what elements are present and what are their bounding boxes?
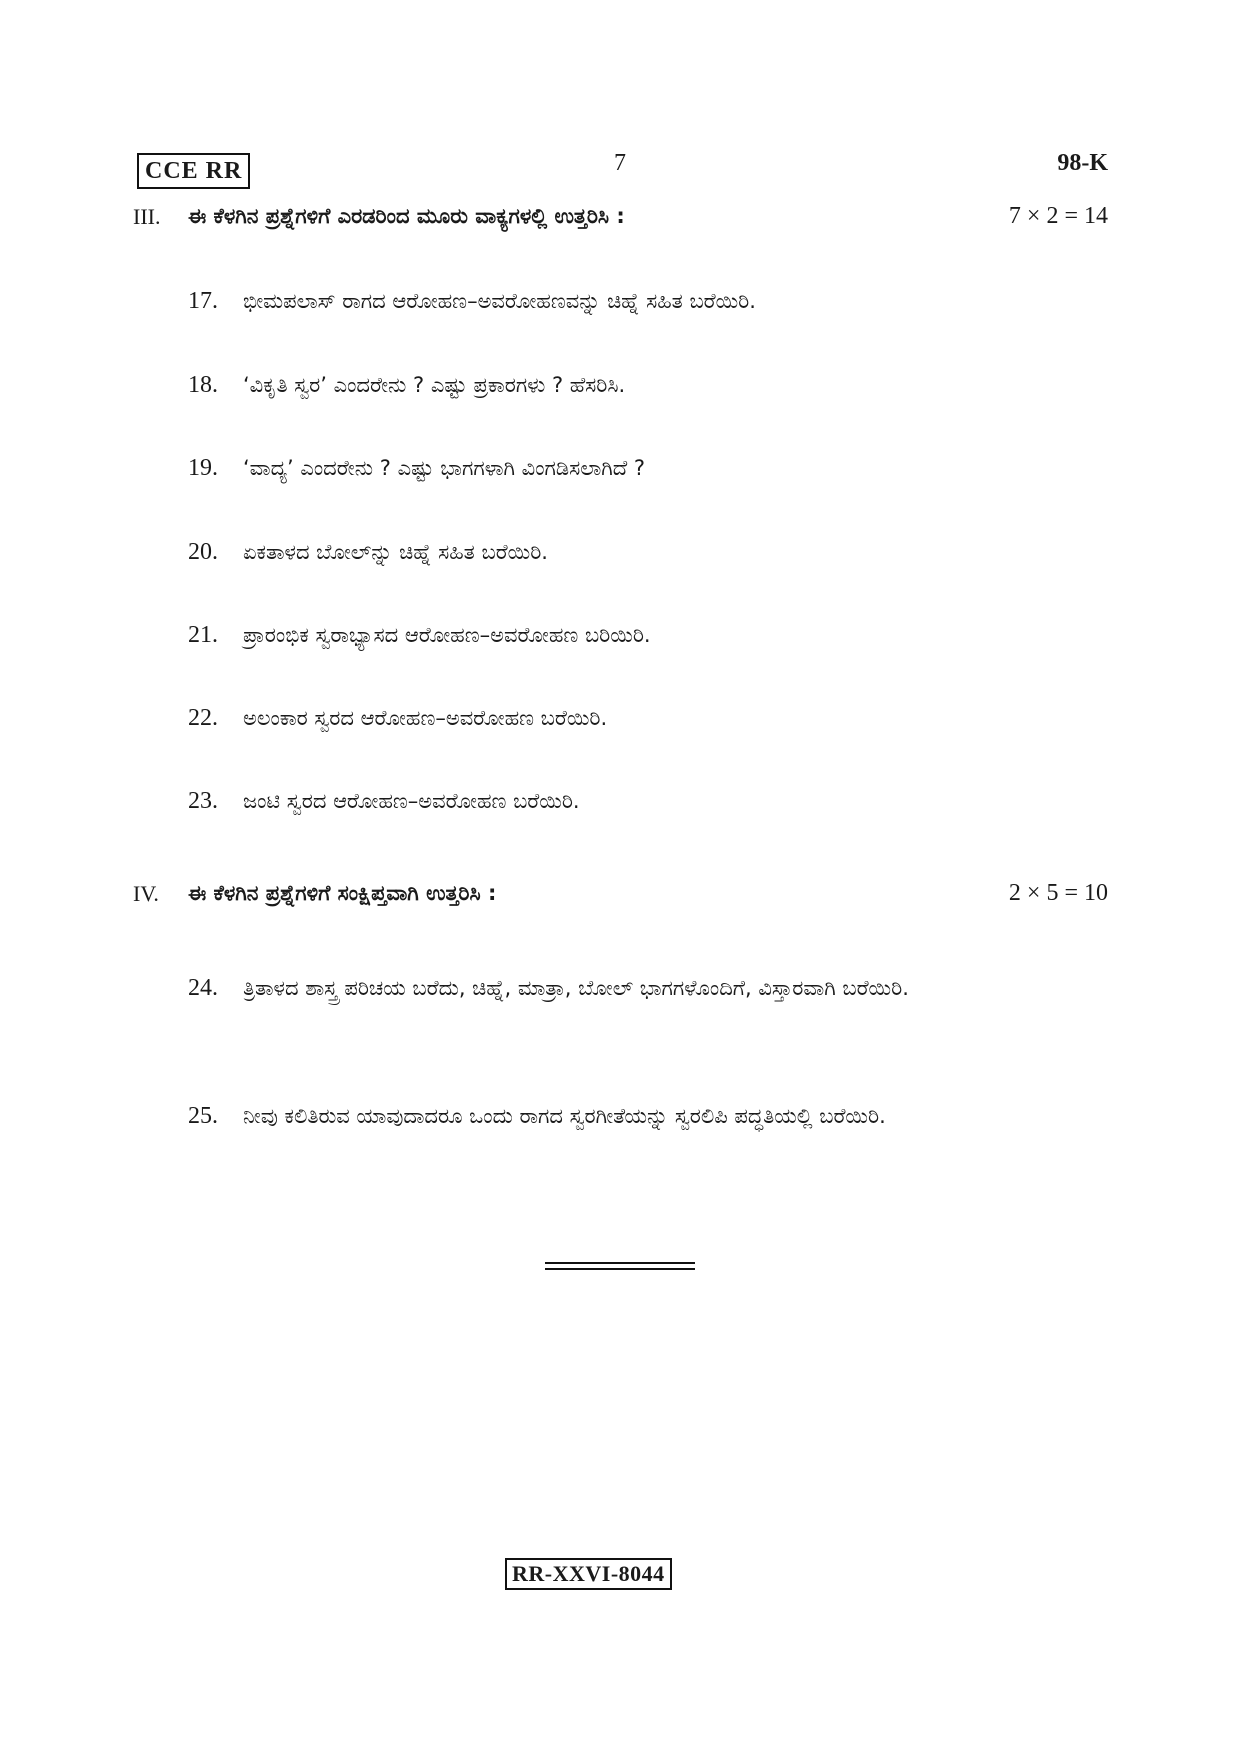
page-number: 7 [614,150,626,176]
section-4-marks: 2 × 5 = 10 [1008,880,1108,906]
question-23-number: 23. [188,788,218,814]
section-3-number: III. [133,204,161,229]
paper-code: 98-K [1057,150,1108,176]
question-18-number: 18. [188,372,218,398]
question-21-number: 21. [188,622,218,648]
section-3-title: ಈ ಕೆಳಗಿನ ಪ್ರಶ್ನೆಗಳಿಗೆ ಎರಡರಿಂದ ಮೂರು ವಾಕ್ಯಗಳಲ್ಲಿ ಉತ್ತರಿಸಿ : [188,204,625,228]
question-17-text: ಭೀಮಪಲಾಸ್ ರಾಗದ ಆರೋಹಣ–ಅವರೋಹಣವನ್ನು ಚಿಹ್ನೆ ಸಹಿತ ಬರೆಯಿರಿ. [243,289,756,313]
question-22-text: ಅಲಂಕಾರ ಸ್ವರದ ಆರೋಹಣ–ಅವರೋಹಣ ಬರೆಯಿರಿ. [243,706,608,730]
section-3-marks: 7 × 2 = 14 [1008,203,1108,229]
question-20-number: 20. [188,539,218,565]
exam-code-box: CCE RR [137,153,250,189]
footer-code-box: RR-XXVI-8044 [505,1558,672,1590]
question-24-text: ತ್ರಿತಾಳದ ಶಾಸ್ತ್ರ ಪರಿಚಯ ಬರೆದು, ಚಿಹ್ನೆ, ಮಾತ್ರಾ, ಬೋಲ್ ಭಾಗಗಳೊಂದಿಗೆ, ವಿಸ್ತಾರವಾಗಿ ಬರೆಯಿರಿ. [243,976,909,1000]
question-19-text: ‘ವಾದ್ಯ’ ಎಂದರೇನು ? ಎಷ್ಟು ಭಾಗಗಳಾಗಿ ವಿಂಗಡಿಸಲಾಗಿದೆ ? [243,456,645,480]
question-21-text: ಪ್ರಾರಂಭಿಕ ಸ್ವರಾಭ್ಯಾಸದ ಆರೋಹಣ–ಅವರೋಹಣ ಬರಿಯಿರಿ. [243,623,651,647]
question-23-text: ಜಂಟಿ ಸ್ವರದ ಆರೋಹಣ–ಅವರೋಹಣ ಬರೆಯಿರಿ. [243,789,580,813]
question-25-number: 25. [188,1103,218,1129]
question-18-text: ‘ವಿಕೃತಿ ಸ್ವರ’ ಎಂದರೇನು ? ಎಷ್ಟು ಪ್ರಕಾರಗಳು ? ಹೆಸರಿಸಿ. [243,373,626,397]
question-24-number: 24. [188,975,218,1001]
question-17-number: 17. [188,288,218,314]
end-double-rule [545,1262,695,1270]
question-20-text: ಏಕತಾಳದ ಬೋಲ್‌ನ್ನು ಚಿಹ್ನೆ ಸಹಿತ ಬರೆಯಿರಿ. [243,540,548,564]
question-22-number: 22. [188,705,218,731]
question-25-text: ನೀವು ಕಲಿತಿರುವ ಯಾವುದಾದರೂ ಒಂದು ರಾಗದ ಸ್ವರಗೀತೆಯನ್ನು ಸ್ವರಲಿಪಿ ಪದ್ಧತಿಯಲ್ಲಿ ಬರೆಯಿರಿ. [243,1104,886,1128]
question-19-number: 19. [188,455,218,481]
section-4-title: ಈ ಕೆಳಗಿನ ಪ್ರಶ್ನೆಗಳಿಗೆ ಸಂಕ್ಷಿಪ್ತವಾಗಿ ಉತ್ತರಿಸಿ : [188,881,497,905]
section-4-number: IV. [133,881,159,906]
